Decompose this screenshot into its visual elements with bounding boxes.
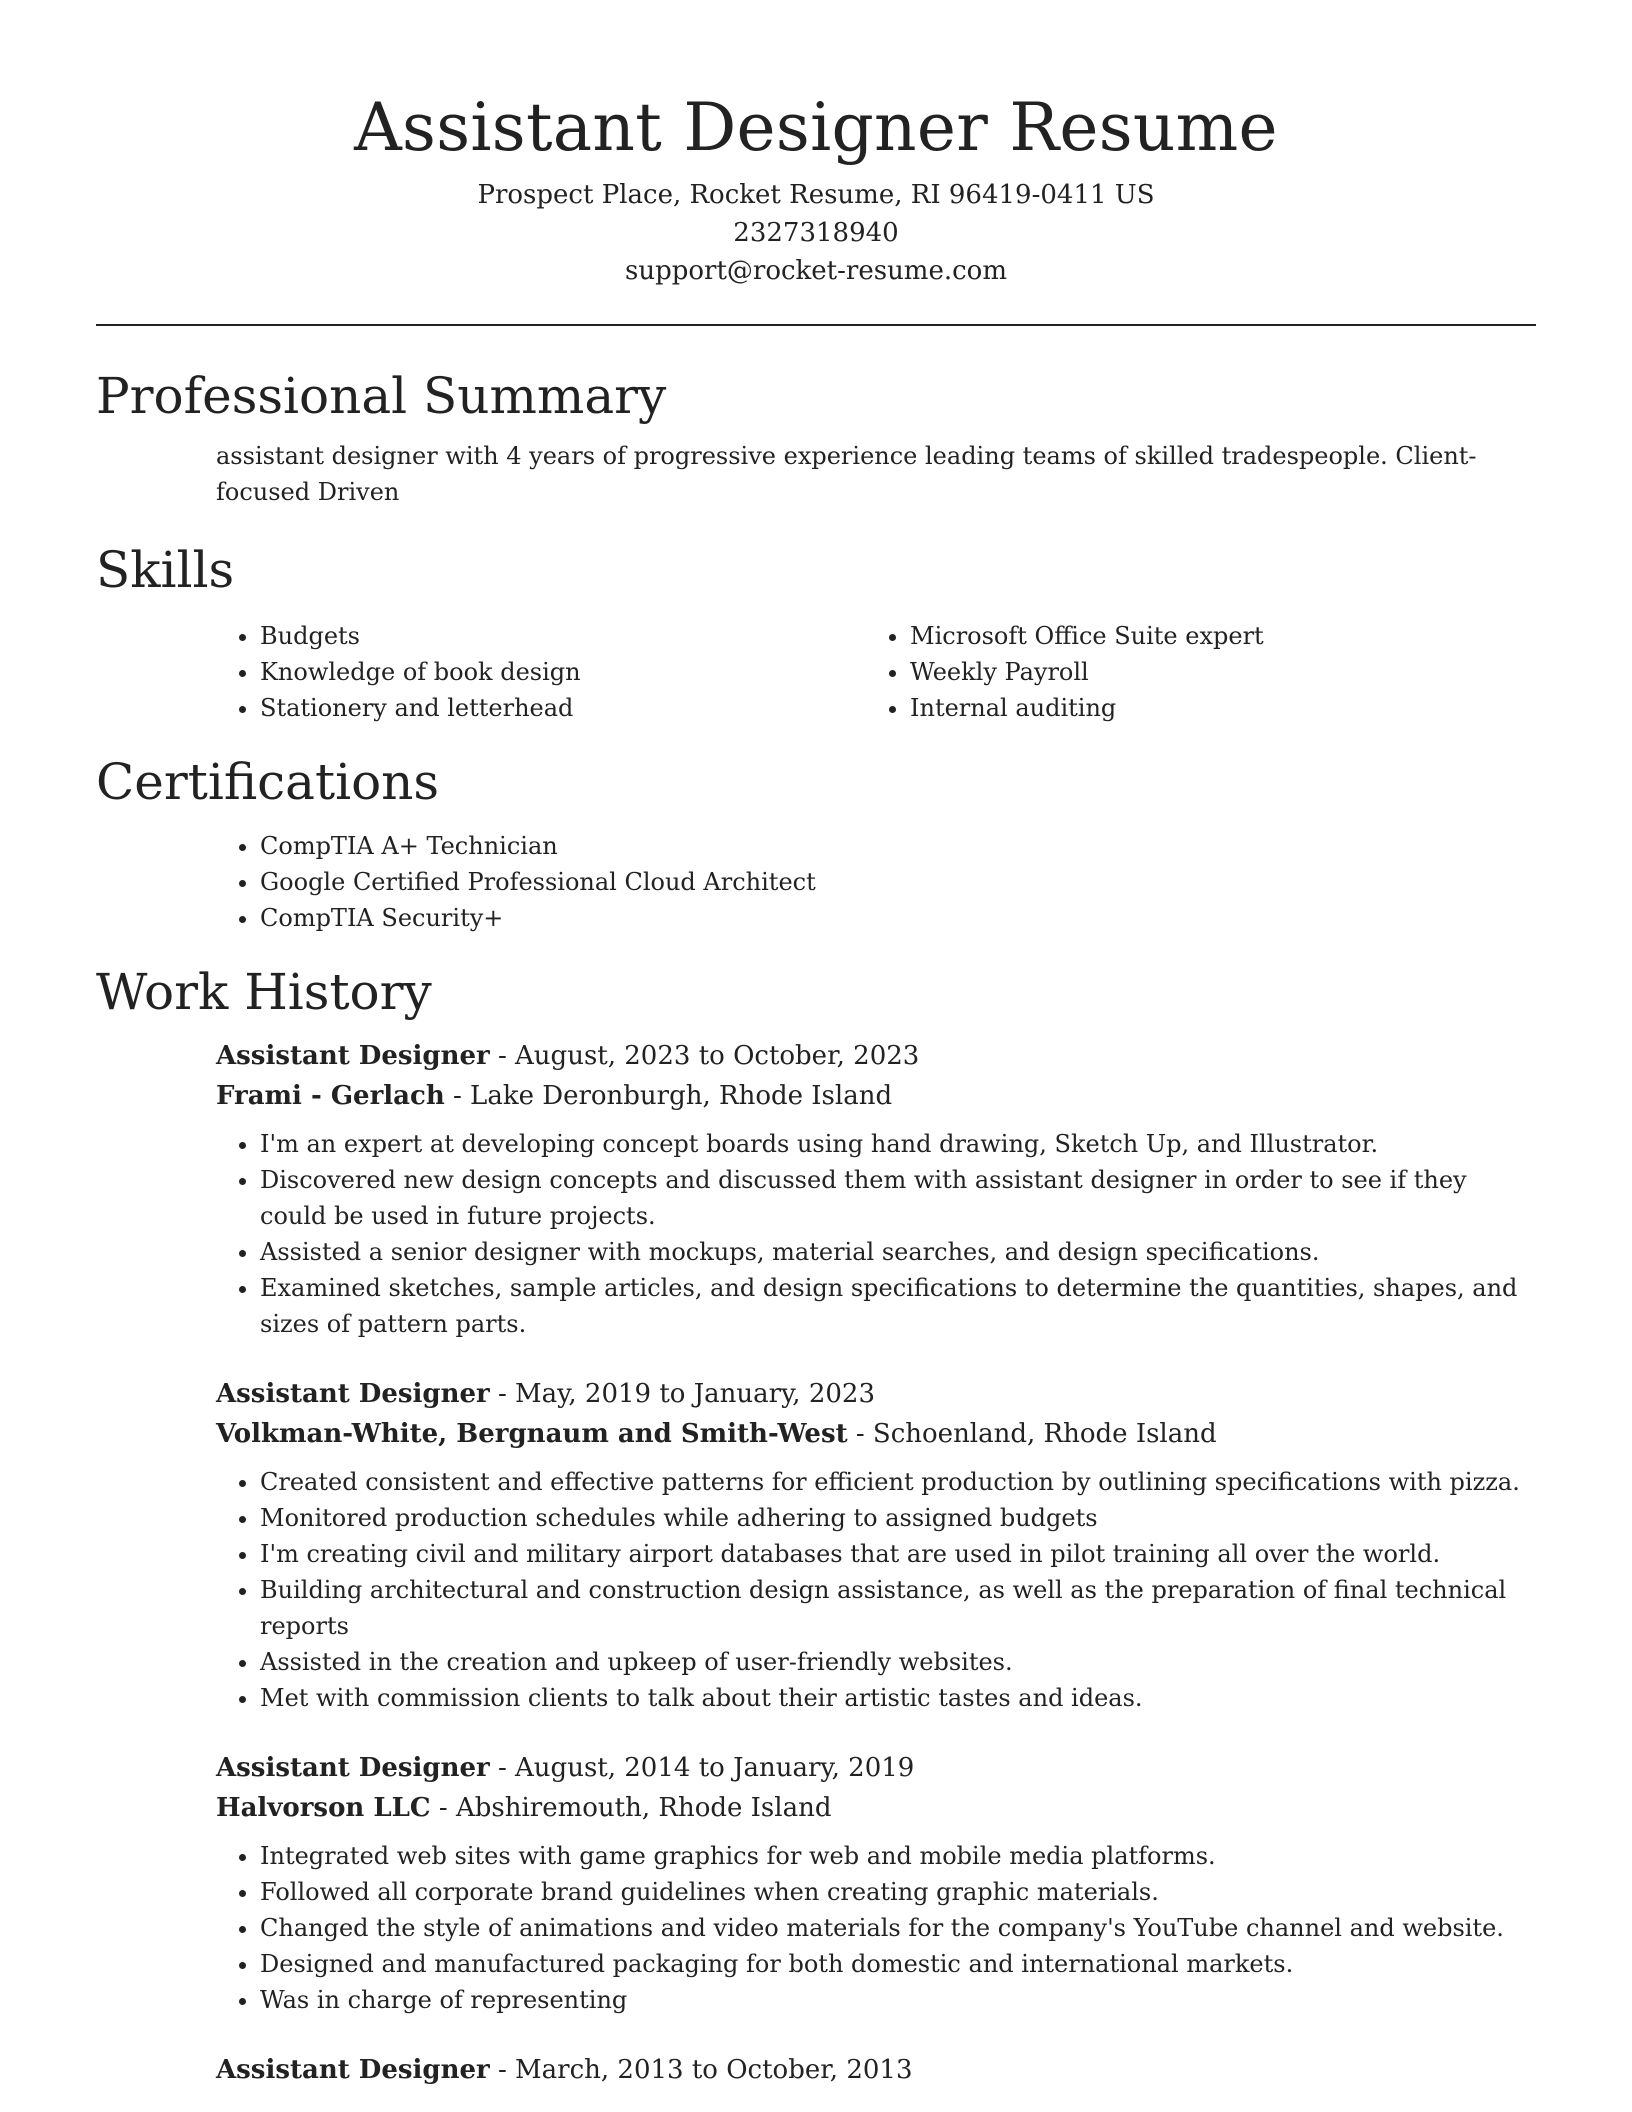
contact-email: support@rocket-resume.com (624, 256, 1007, 286)
job-bullet: • Examined sketches, sample articles, and design specifications to determine the quantities, shapes, and sizes of pattern parts. (260, 1270, 1536, 1342)
resume-page (96, 0, 1536, 2090)
job-entry (96, 1036, 1536, 1342)
job-bullet: • Changed the style of animations and video materials for the company's YouTube channel and website. (260, 1910, 1536, 1946)
job-role: Assistant Designer (216, 1753, 490, 1783)
job-bullet: • Was in charge of representing (260, 1982, 1536, 2018)
job-bullet: • Discovered new design concepts and discussed them with assistant designer in order to see if they could be used in future projects. (260, 1162, 1536, 1234)
job-bullet: • I'm creating civil and military airport databases that are used in pilot training all over the world. (260, 1536, 1536, 1572)
job-dates: - March, 2013 to October, 2013 (489, 2055, 913, 2085)
skill-item: • Budgets (260, 618, 866, 654)
skill-item: • Stationery and letterhead (260, 690, 866, 726)
certifications-list (96, 828, 1536, 936)
job-company-line (216, 1076, 1536, 1116)
certification-item: • Google Certified Professional Cloud Architect (260, 864, 1536, 900)
job-bullet: • Designed and manufactured packaging for both domestic and international markets. (260, 1946, 1536, 1982)
job-dates: - August, 2014 to January, 2019 (489, 1753, 915, 1783)
job-company-line (216, 1414, 1536, 1454)
contact-block (96, 176, 1536, 290)
skill-item: • Weekly Payroll (910, 654, 1516, 690)
section-title-summary: Professional Summary (96, 367, 667, 425)
job-role-line (216, 1748, 1536, 1788)
certification-item: • CompTIA A+ Technician (260, 828, 1536, 864)
job-bullet: • Assisted in the creation and upkeep of user-friendly websites. (260, 1644, 1536, 1680)
job-location: - Schoenland, Rhode Island (847, 1419, 1217, 1449)
job-company: Volkman-White, Bergnaum and Smith-West (216, 1419, 848, 1449)
skills-grid (96, 618, 1536, 726)
skill-item: • Microsoft Office Suite expert (910, 618, 1516, 654)
resume-title: Assistant Designer Resume (354, 89, 1278, 166)
job-bullet: • Assisted a senior designer with mockups, material searches, and design specifications. (260, 1234, 1536, 1270)
job-bullet: • I'm an expert at developing concept boards using hand drawing, Sketch Up, and Illustrator. (260, 1126, 1536, 1162)
job-role: Assistant Designer (216, 1041, 490, 1071)
job-bullet: • Met with commission clients to talk about their artistic tastes and ideas. (260, 1680, 1536, 1716)
certification-item: • CompTIA Security+ (260, 900, 1536, 936)
job-role-line (216, 1374, 1536, 1414)
job-company: Halvorson LLC (216, 1793, 431, 1823)
job-role-line (216, 1036, 1536, 1076)
resume-header (96, 0, 1536, 290)
section-title-work-history: Work History (96, 963, 432, 1021)
job-company: Frami - Gerlach (216, 1081, 445, 1111)
job-bullet: • Created consistent and effective patterns for efficient production by outlining specifications with pizza. (260, 1464, 1536, 1500)
job-company-line (216, 1788, 1536, 1828)
skills-column-left (216, 618, 866, 726)
job-role: Assistant Designer (216, 2055, 490, 2085)
job-entry (96, 1374, 1536, 1716)
section-title-skills: Skills (96, 541, 235, 599)
section-title-certifications: Certifications (96, 753, 440, 811)
header-divider (96, 324, 1536, 326)
skill-item: • Internal auditing (910, 690, 1516, 726)
job-location: - Abshiremouth, Rhode Island (430, 1793, 832, 1823)
skills-column-right (866, 618, 1516, 726)
job-bullet: • Monitored production schedules while adhering to assigned budgets (260, 1500, 1536, 1536)
job-bullet: • Followed all corporate brand guidelines when creating graphic materials. (260, 1874, 1536, 1910)
contact-phone: 2327318940 (733, 218, 899, 248)
contact-address: Prospect Place, Rocket Resume, RI 96419-0411 US (477, 180, 1155, 210)
job-dates: - August, 2023 to October, 2023 (489, 1041, 920, 1071)
job-dates: - May, 2019 to January, 2023 (489, 1379, 875, 1409)
skill-item: • Knowledge of book design (260, 654, 866, 690)
job-bullet: • Building architectural and construction design assistance, as well as the preparation of final technical reports (260, 1572, 1536, 1644)
summary-text: assistant designer with 4 years of progressive experience leading teams of skilled tradespeople. Client-focused Driven (216, 442, 1477, 506)
job-role-line (216, 2050, 1536, 2090)
job-entry (96, 1748, 1536, 2018)
job-entry (96, 2050, 1536, 2090)
job-location: - Lake Deronburgh, Rhode Island (444, 1081, 893, 1111)
job-bullet: • Integrated web sites with game graphics for web and mobile media platforms. (260, 1838, 1536, 1874)
job-role: Assistant Designer (216, 1379, 490, 1409)
